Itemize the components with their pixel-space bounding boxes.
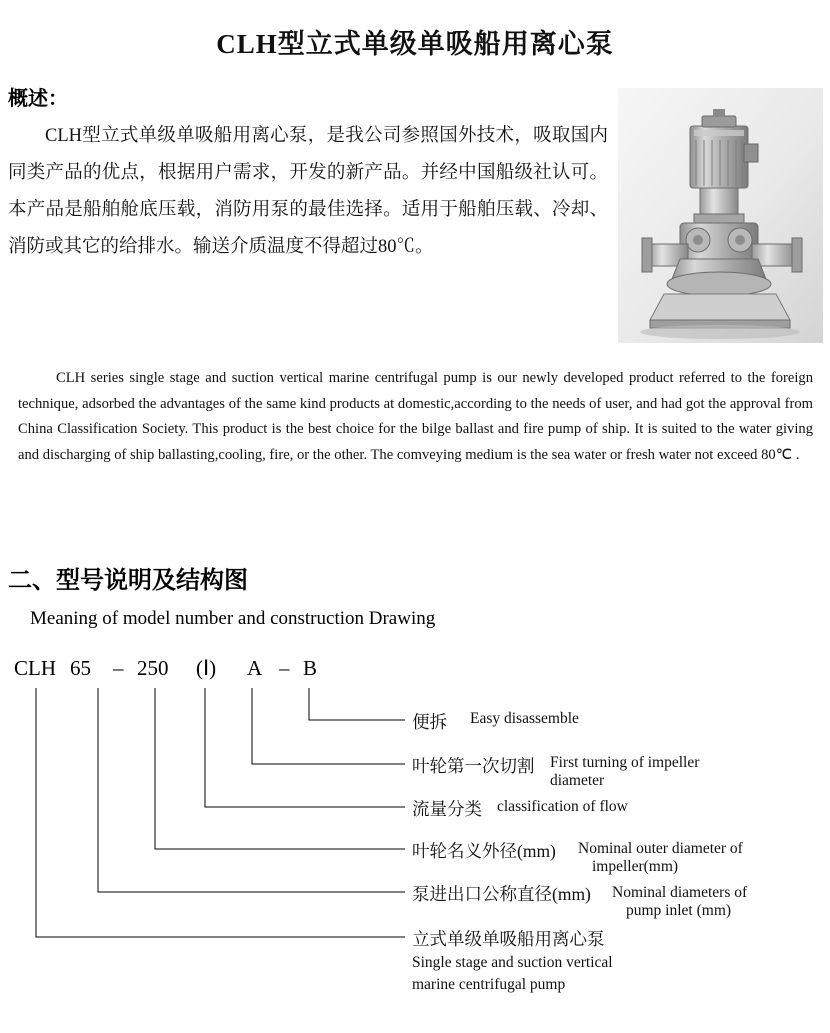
model-number-diagram <box>0 688 830 1028</box>
model-token-dash1: – <box>113 656 124 680</box>
callout-2-en2: diameter <box>550 772 605 789</box>
callout-3-en: classification of flow <box>497 798 628 815</box>
callout-3-cn: 流量分类 <box>412 799 482 819</box>
callout-1-cn: 便拆 <box>412 712 447 732</box>
callout-5-cn: 泵进出口公称直径(mm) <box>412 884 591 904</box>
pump-illustration-icon <box>618 88 823 343</box>
section-2-subtitle: Meaning of model number and construction Drawing <box>30 608 436 629</box>
product-photo <box>618 88 823 343</box>
page-title: CLH型立式单级单吸船用离心泵 <box>216 29 614 59</box>
callout-4-en2: impeller(mm) <box>592 858 679 875</box>
callout-6-en2: marine centrifugal pump <box>412 976 566 993</box>
callout-6-cn: 立式单级单吸船用离心泵 <box>412 929 605 949</box>
model-token-roman: (Ⅰ) <box>196 656 217 680</box>
overview-chinese-paragraph: CLH型立式单级单吸船用离心泵，是我公司参照国外技术，吸取国内同类产品的优点，根据用户需求，开发的新产品。并经中国船级社认可。本产品是船舶舱底压载，消防用泵的最佳选择。适用于船舶压载、冷却、消防或其它的给排水。输送介质温度不得超过80℃。 <box>8 126 608 257</box>
callout-2-en: First turning of impeller <box>550 754 700 771</box>
callout-5-en2: pump inlet (mm) <box>626 902 732 919</box>
model-token-clh: CLH <box>14 656 56 680</box>
callout-4-en: Nominal outer diameter of <box>578 840 743 857</box>
model-token-a: A <box>247 656 263 680</box>
section-2-title: 二、型号说明及结构图 <box>8 568 248 594</box>
callout-6-en: Single stage and suction vertical <box>412 954 613 971</box>
model-token-65: 65 <box>70 656 91 680</box>
callout-5-en: Nominal diameters of <box>612 884 748 901</box>
model-token-b: B <box>303 656 318 680</box>
model-token-250: 250 <box>137 656 169 680</box>
model-token-dash2: – <box>279 656 290 680</box>
overview-english-paragraph: CLH series single stage and suction vertical marine centrifugal pump is our newly developed product referred to the foreign technique, adsorbed the advantages of the same kind products at domestic,according to the needs of user, and had got the approval from China Classification Society. This product is the best choice for the bilge ballast and fire pump of ship. It is suited to the water giving and discharging of ship ballasting,cooling, fire, or the other. The comveying medium is the sea water or fresh water not exceed 80℃ . <box>18 370 813 463</box>
callout-1-en: Easy disassemble <box>470 710 579 727</box>
callout-2-cn: 叶轮第一次切割 <box>412 756 535 776</box>
overview-heading: 概述： <box>8 88 68 110</box>
callout-4-cn: 叶轮名义外径(mm) <box>412 841 556 861</box>
model-code-row <box>0 656 830 690</box>
